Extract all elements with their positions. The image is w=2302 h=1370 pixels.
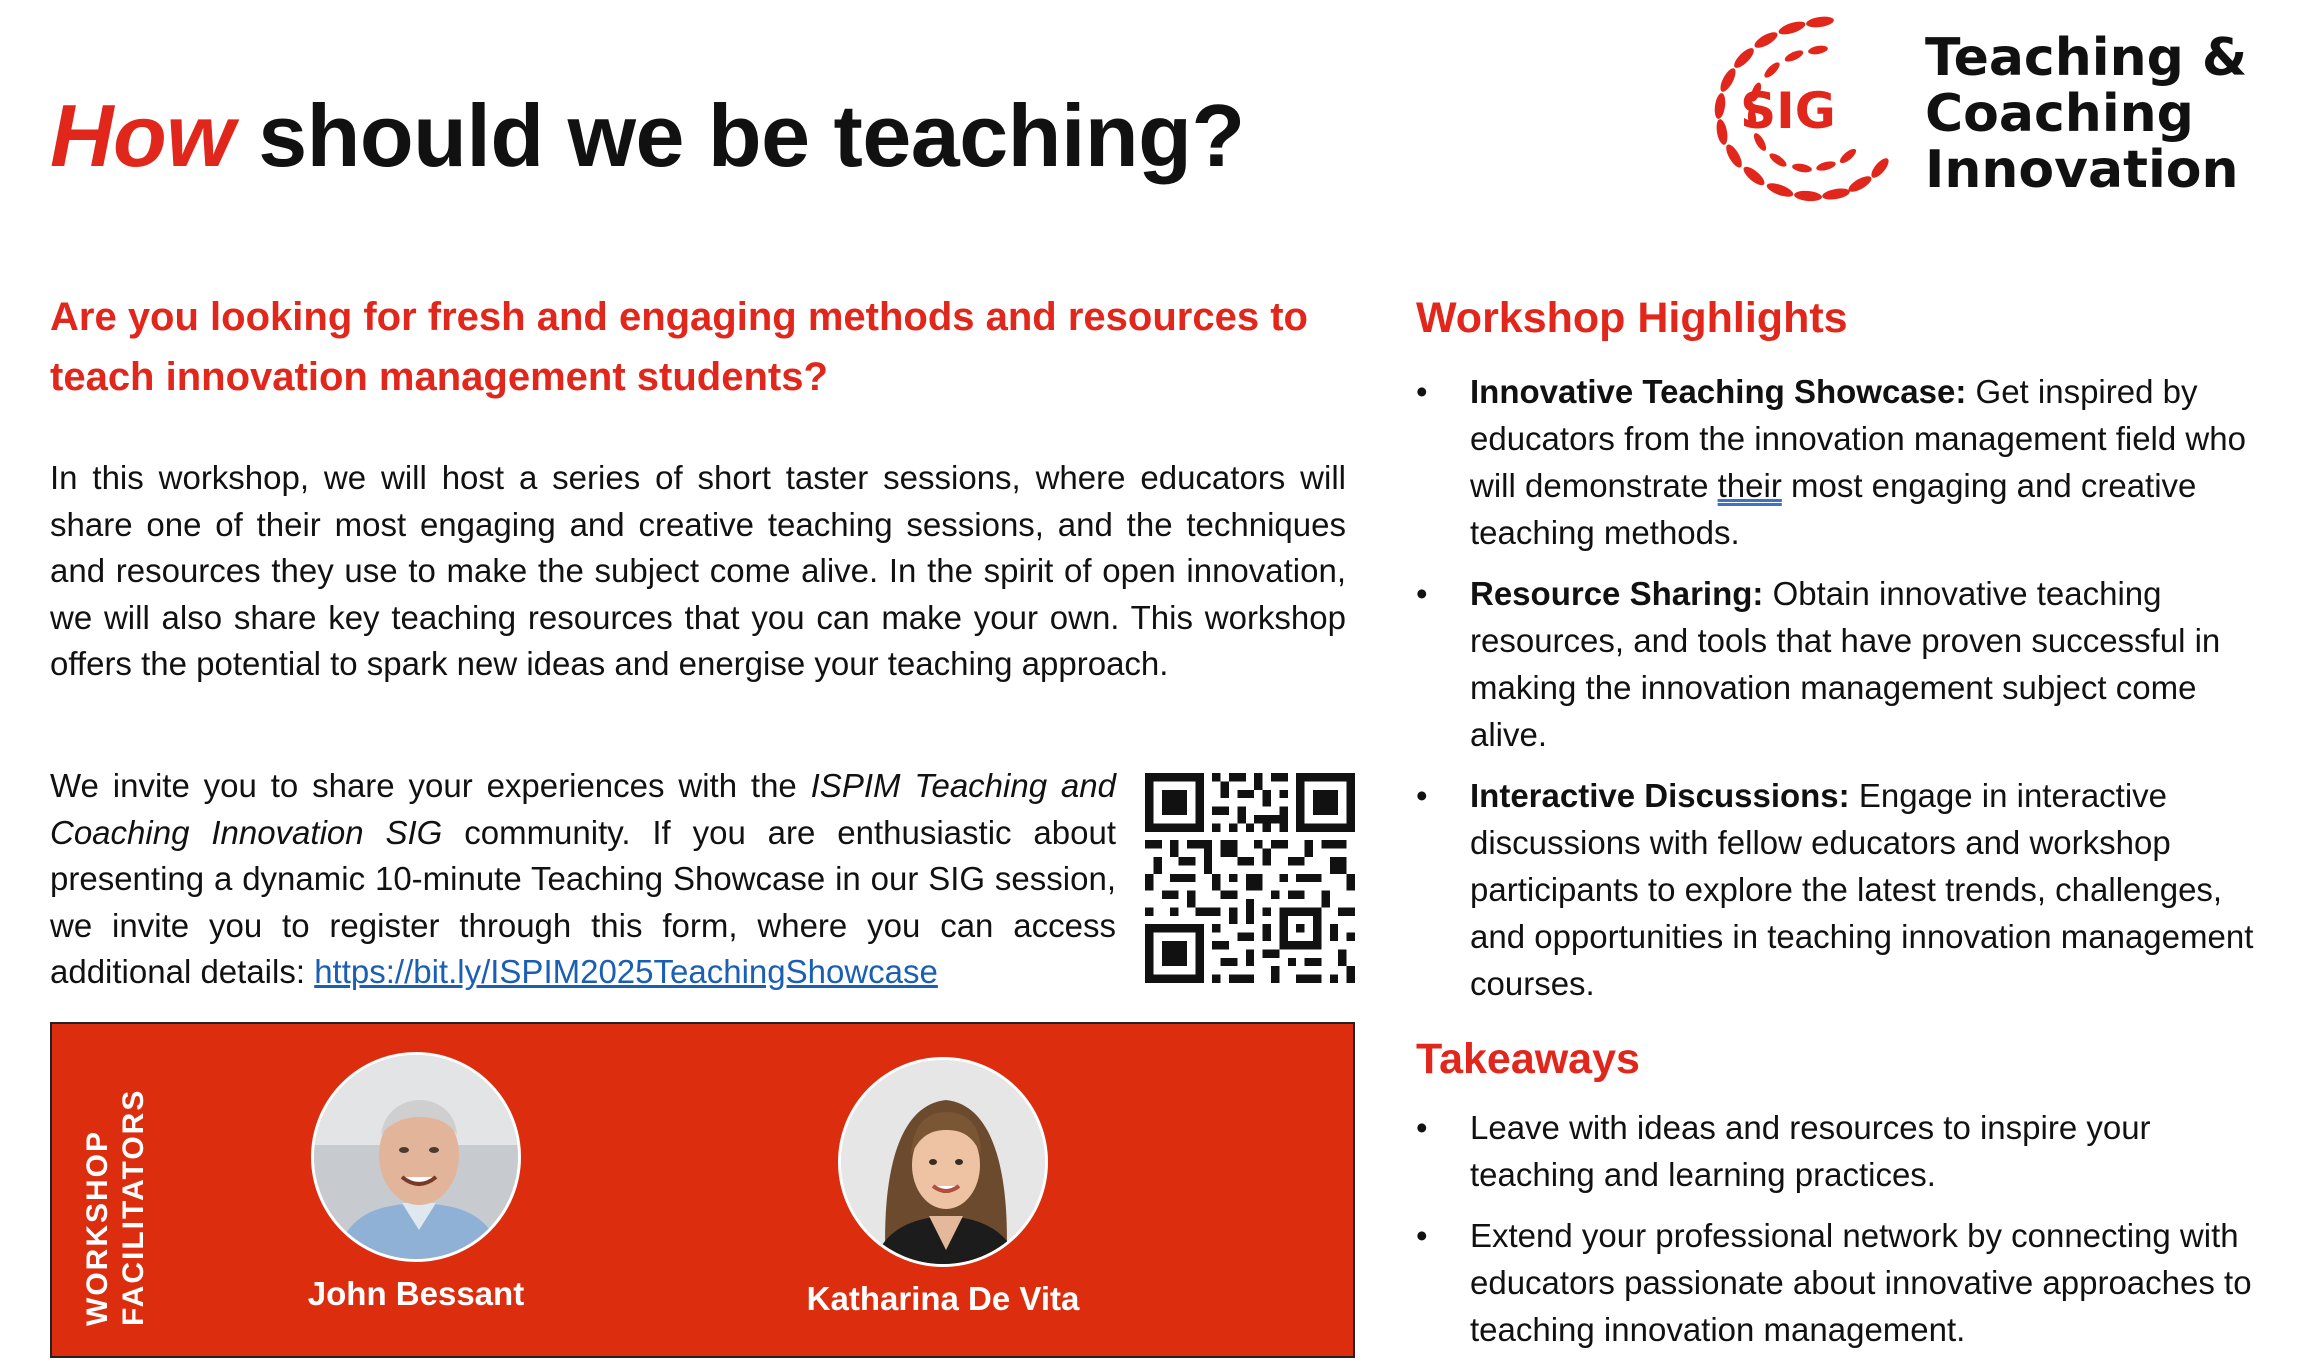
logo-wordmark bbox=[1925, 30, 2247, 198]
invite-paragraph bbox=[50, 763, 1116, 996]
bullet-icon: • bbox=[1416, 1109, 1428, 1146]
avatar bbox=[311, 1052, 521, 1262]
takeaways-heading: Takeaways bbox=[1416, 1035, 1640, 1083]
logo-line: Coaching bbox=[1925, 84, 2194, 144]
title-rest: should we be teaching? bbox=[234, 86, 1245, 185]
page-title bbox=[50, 86, 1245, 185]
highlight-text: Get inspired by educators from the innovation management field who will demonstrate bbox=[1470, 373, 2246, 504]
sig-name: ISPIM Teaching and Coaching Innovation SIG bbox=[50, 767, 1116, 851]
avatar bbox=[838, 1057, 1048, 1267]
highlight-text: Obtain innovative teaching resources, and tools that have proven successful in making the innovation management subject come alive. bbox=[1470, 575, 2221, 753]
highlights-list bbox=[1416, 368, 2266, 1007]
logo-line: Teaching & bbox=[1925, 28, 2248, 88]
facilitator-card bbox=[256, 1052, 576, 1314]
bullet-icon: • bbox=[1416, 575, 1428, 612]
facilitator-name: John Bessant bbox=[307, 1275, 525, 1312]
registration-link[interactable]: https://bit.ly/ISPIM2025TeachingShowcase bbox=[314, 953, 938, 990]
facilitator-name: Katharina De Vita bbox=[806, 1280, 1080, 1317]
invite-text: We invite you to share your experiences with the bbox=[50, 767, 811, 804]
sig-logo bbox=[1700, 10, 2260, 210]
logo-line: Innovation bbox=[1925, 140, 2239, 200]
bullet-icon: • bbox=[1416, 1217, 1428, 1254]
intro-question: Are you looking for fresh and engaging methods and resources to teach innovation management students? bbox=[50, 295, 1308, 399]
person-photo-icon bbox=[841, 1060, 1048, 1267]
facilitator-card bbox=[783, 1057, 1103, 1319]
list-item bbox=[1416, 1212, 2266, 1353]
list-item bbox=[1416, 1104, 2266, 1198]
facilitators-label-line: FACILITATORS bbox=[117, 1088, 150, 1326]
facilitators-label-line: WORKSHOP bbox=[81, 1130, 114, 1326]
highlight-lead: Interactive Discussions: bbox=[1470, 777, 1850, 814]
list-item bbox=[1416, 772, 2266, 1007]
highlight-text: Engage in interactive discussions with fellow educators and workshop participants to explore the latest trends, challenges, and opportunities in teaching innovation management courses. bbox=[1470, 777, 2254, 1002]
highlight-text: most engaging and creative teaching methods. bbox=[1470, 467, 2197, 551]
intro-paragraph: In this workshop, we will host a series of short taster sessions, where educators will share one of their most engaging and creative teaching sessions, and the techniques and resources they use to make the subject come alive. In the spirit of open innovation, we will also share key teaching resources that you can make your own. This workshop offers the potential to spark new ideas and energise your teaching approach. bbox=[50, 459, 1346, 682]
person-photo-icon bbox=[314, 1055, 521, 1262]
facilitators-panel bbox=[50, 1022, 1355, 1358]
highlight-lead: Resource Sharing: bbox=[1470, 575, 1764, 612]
takeaway-text: Leave with ideas and resources to inspire your teaching and learning practices. bbox=[1470, 1109, 2151, 1193]
list-item bbox=[1416, 570, 2266, 758]
invite-text: community. If you are enthusiastic about presenting a dynamic 10-minute Teaching Showcase in our SIG session, we invite you to register through this form, where you can access additional details: bbox=[50, 813, 1116, 990]
takeaway-text: Extend your professional network by connecting with educators passionate about innovative approaches to teaching innovation management. bbox=[1470, 1217, 2252, 1348]
highlights-heading: Workshop Highlights bbox=[1416, 294, 1848, 342]
bullet-icon: • bbox=[1416, 777, 1428, 814]
facilitators-label bbox=[80, 1026, 152, 1326]
qr-code-icon[interactable] bbox=[1145, 773, 1355, 983]
title-emphasis: How bbox=[50, 86, 235, 185]
bullet-icon: • bbox=[1416, 373, 1428, 410]
list-item bbox=[1416, 368, 2266, 556]
takeaways-list bbox=[1416, 1104, 2266, 1353]
highlight-lead: Innovative Teaching Showcase: bbox=[1470, 373, 1967, 410]
sig-logo-mark-icon bbox=[1700, 10, 1910, 210]
logo-mark-text: SIG bbox=[1740, 82, 1836, 140]
highlight-underlined-word: their bbox=[1717, 467, 1782, 504]
